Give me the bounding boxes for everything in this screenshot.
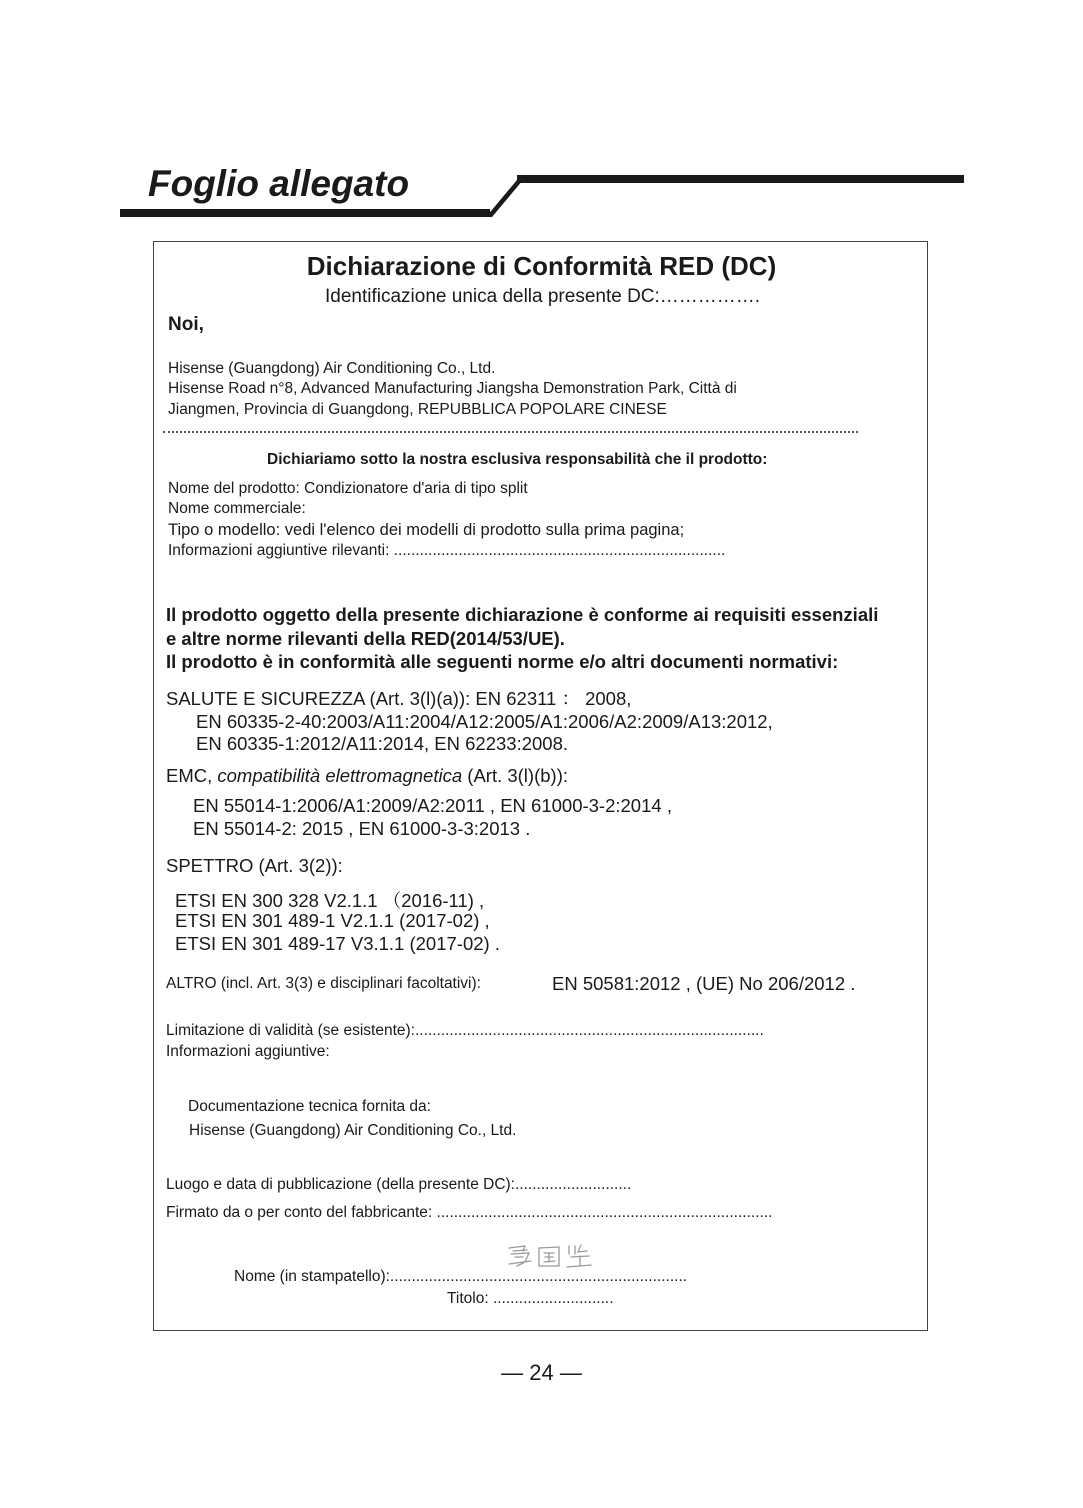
spectrum-line2: ETSI EN 301 489-1 V2.1.1 (2017-02) , (175, 910, 490, 931)
emc-label (166, 765, 568, 787)
print-name-line: Nome (in stampatello):..................................................................... (234, 1268, 688, 1285)
emc-label-suffix: (Art. 3(l)(b)): (462, 765, 568, 786)
product-trade-name: Nome commerciale: (168, 500, 306, 517)
spectrum-label: SPETTRO (Art. 3(2)): (166, 855, 343, 876)
spectrum-line3: ETSI EN 301 489-17 V3.1.1 (2017-02) . (175, 933, 500, 954)
emc-label-prefix: EMC, (166, 765, 218, 786)
place-date-line: Luogo e data di pubblicazione (della presente DC):........................... (166, 1176, 632, 1193)
product-extra-info: Informazioni aggiuntive rilevanti: ............................................................................. (168, 542, 726, 559)
emc-label-italic: compatibilità elettromagnetica (217, 765, 463, 786)
conformity-line1: Il prodotto oggetto della presente dichiarazione è conforme ai requisiti essenziali (166, 604, 879, 625)
spectrum-line1: ETSI EN 300 328 V2.1.1 （2016-11) , (175, 890, 485, 911)
signed-by-line: Firmato da o per conto del fabbricante: .............................................................................. (166, 1204, 773, 1221)
safety-line3: EN 60335-1:2012/A11:2014, EN 62233:2008. (196, 733, 569, 754)
additional-info-label: Informazioni aggiuntive: (166, 1043, 330, 1060)
responsibility-statement: Dichiariamo sotto la nostra esclusiva responsabilità che il prodotto: (267, 451, 768, 468)
manufacturer-address-line1: Hisense Road n°8, Advanced Manufacturing Jiangsha Demonstration Park, Città di (168, 380, 737, 397)
manufacturer-name: Hisense (Guangdong) Air Conditioning Co., Ltd. (168, 360, 496, 377)
page-number: — 24 — (501, 1360, 582, 1385)
other-label: ALTRO (incl. Art. 3(3) e disciplinari facoltativi): (166, 975, 481, 992)
tech-doc-label: Documentazione tecnica fornita da: (188, 1098, 431, 1115)
conformity-line2: e altre norme rilevanti della RED(2014/53/UE). (166, 628, 565, 649)
dotted-separator (163, 431, 858, 433)
safety-label: SALUTE E SICUREZZA (Art. 3(l)(a)): EN 62311 ： 2008, (166, 688, 632, 709)
declaration-title: Dichiarazione di Conformità RED (DC) (306, 251, 777, 281)
title-field-line: Titolo: ............................ (447, 1290, 614, 1307)
safety-line2: EN 60335-2-40:2003/A11:2004/A12:2005/A1:2006/A2:2009/A13:2012, (196, 711, 773, 732)
emc-line2: EN 55014-2: 2015 , EN 61000-3-3:2013 . (193, 818, 531, 839)
we-label: Noi, (168, 314, 204, 335)
other-value: EN 50581:2012 , (UE) No 206/2012 . (552, 973, 856, 994)
product-name: Nome del prodotto: Condizionatore d'aria di tipo split (168, 480, 528, 497)
page-header-title: Foglio allegato (148, 163, 410, 204)
manufacturer-address-line2: Jiangmen, Provincia di Guangdong, REPUBBLICA POPOLARE CINESE (168, 401, 667, 418)
product-model: Tipo o modello: vedi l'elenco dei modelli di prodotto sulla prima pagina; (168, 521, 685, 539)
validity-line: Limitazione di validità (se esistente):................................................................................. (166, 1022, 764, 1039)
unique-id-line: Identificazione unica della presente DC:……………. (325, 286, 761, 307)
emc-line1: EN 55014-1:2006/A1:2009/A2:2011 , EN 61000-3-2:2014 , (193, 795, 672, 816)
conformity-line3: Il prodotto è in conformità alle seguenti norme e/o altri documenti normativi: (166, 651, 839, 672)
tech-doc-value: Hisense (Guangdong) Air Conditioning Co., Ltd. (189, 1122, 517, 1139)
